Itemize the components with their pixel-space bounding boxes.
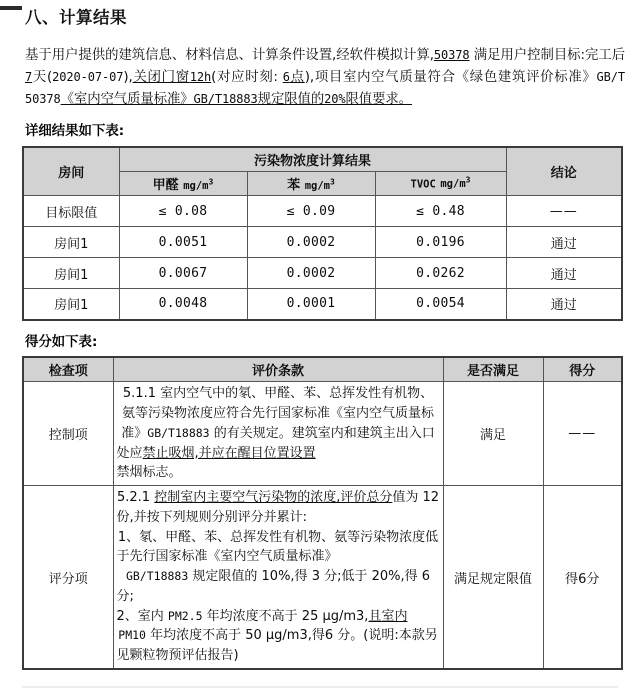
header-clause: 评价条款 [113, 357, 443, 382]
cell-satisfied: 满足规定限值 [443, 486, 543, 669]
score-table [22, 356, 623, 670]
header-conclusion: 结论 [506, 147, 622, 196]
cell-benzene: 0.0002 [247, 258, 375, 289]
cell-clause [113, 382, 443, 486]
cell-satisfied: 满足 [443, 382, 543, 486]
cell-conclusion: 通过 [506, 227, 622, 258]
cell-room: 房间1 [23, 258, 119, 289]
header-check-item: 检查项 [23, 357, 113, 382]
cell-room: 目标限值 [23, 196, 119, 227]
pollutant-results-table [22, 146, 623, 321]
header-score: 得分 [543, 357, 622, 382]
cell-room: 房间1 [23, 289, 119, 320]
intro-line-1: 基于用户提供的建筑信息、材料信息、计算条件设置,经软件模拟计算,50378 满足用户控制目标:完工后 7天(2020-07-07),关闭门窗12h(对应时刻: 6点),项目室内空气质量符合《绿色建筑评价标准》GB/T 50378《室内空气质量标准》GB/T18883规定限值的20%限值要求。 [25, 48, 625, 107]
header-hcho: 甲醛 $mg/m^3$ [119, 172, 247, 196]
table-row [23, 227, 622, 258]
cell-check-item: 评分项 [23, 486, 113, 669]
results-table-wrapper [0, 146, 640, 321]
header-tvoc: TVOC $mg/m^3$ [375, 172, 506, 196]
score-table-wrapper [0, 356, 640, 670]
intro-paragraph [0, 29, 640, 110]
cell-benzene: ≤ 0.09 [247, 196, 375, 227]
clause-line-1: 5.2.1 控制室内主要空气污染物的浓度,评价总分值为 12 份,并按下列规则分别评分并累计: [116, 490, 440, 525]
cell-hcho: ≤ 0.08 [119, 196, 247, 227]
page-bottom-edge [22, 686, 618, 688]
cell-conclusion: —— [506, 196, 622, 227]
cell-conclusion: 通过 [506, 289, 622, 320]
table-row [23, 289, 622, 320]
cell-hcho: 0.0048 [119, 289, 247, 320]
cell-room: 房间1 [23, 227, 119, 258]
cell-conclusion: 通过 [506, 258, 622, 289]
cell-tvoc: 0.0262 [375, 258, 506, 289]
top-rule-mark [0, 6, 22, 10]
cell-score: 得6分 [543, 486, 622, 669]
table-row [23, 196, 622, 227]
table-row [23, 382, 622, 486]
header-satisfied: 是否满足 [443, 357, 543, 382]
cell-clause [113, 486, 443, 669]
table-row [23, 486, 622, 669]
caption-detail-table: 详细结果如下表: [25, 124, 125, 140]
cell-benzene: 0.0001 [247, 289, 375, 320]
cell-tvoc: ≤ 0.48 [375, 196, 506, 227]
cell-tvoc: 0.0054 [375, 289, 506, 320]
clause-tail: 禁烟标志。 [116, 465, 182, 481]
caption-score-table: 得分如下表: [25, 334, 98, 350]
cell-tvoc: 0.0196 [375, 227, 506, 258]
clause-line-2: 1、氡、甲醛、苯、总挥发性有机物、氨等污染物浓度低于先行国家标准《室内空气质量标准》 GB/T18883 规定限值的 10%,得 3 分;低于 20%,得 6 分; [116, 529, 439, 604]
page-title: 八、计算结果 [25, 8, 127, 27]
header-pollutant-group: 污染物浓度计算结果 [119, 147, 506, 172]
table-row [23, 258, 622, 289]
header-benzene: 苯 $mg/m^3$ [247, 172, 375, 196]
clause-body: 5.1.1 室内空气中的氡、甲醛、苯、总挥发性有机物、氨等污染物浓度应符合先行国家标准《室内空气质量标准》GB/T18883 的有关规定。建筑室内和建筑主出入口处应禁止吸烟,并应在醒目位置设置 [116, 386, 435, 461]
cell-benzene: 0.0002 [247, 227, 375, 258]
cell-check-item: 控制项 [23, 382, 113, 486]
cell-hcho: 0.0067 [119, 258, 247, 289]
cell-score: —— [543, 382, 622, 486]
clause-line-3: 2、室内 PM2.5 年均浓度不高于 25 μg/m3,且室内 PM10 年均浓度不高于 50 μg/m3,得6 分。(说明:本款另见颗粒物预评估报告) [116, 608, 438, 664]
cell-hcho: 0.0051 [119, 227, 247, 258]
header-room: 房间 [23, 147, 119, 196]
